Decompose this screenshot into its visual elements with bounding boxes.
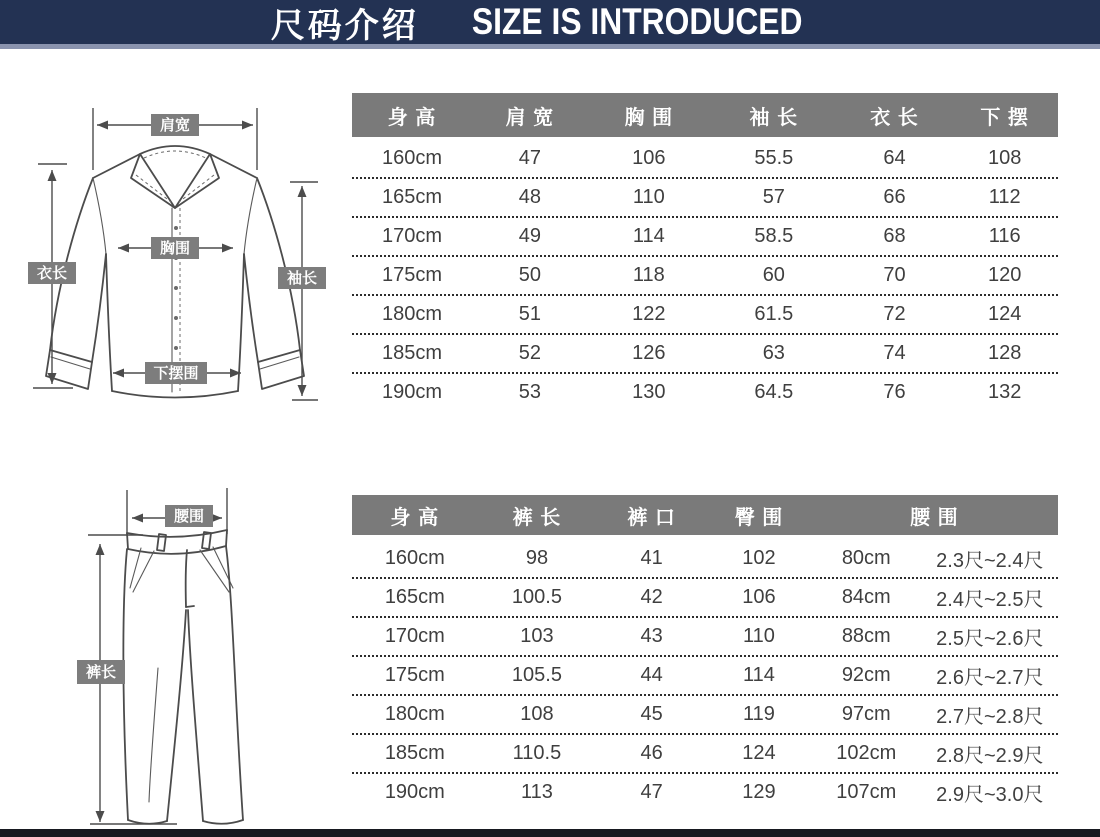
table-cell: 110 <box>743 625 775 647</box>
table-row <box>352 616 1058 655</box>
table-row <box>352 294 1058 333</box>
table-row <box>352 655 1058 694</box>
table-row <box>352 772 1058 811</box>
chest-arrow <box>118 237 233 259</box>
table-cell: 92cm <box>841 664 891 686</box>
table-cell: 175cm <box>381 264 443 286</box>
table-cell: 106 <box>742 586 776 608</box>
table-row <box>352 177 1058 216</box>
hem-arrow <box>113 362 241 384</box>
table-cell: 44 <box>640 664 663 686</box>
table-cell: 100.5 <box>511 586 562 608</box>
table-cell: 119 <box>743 703 775 725</box>
table-cell: 160cm <box>381 147 443 169</box>
table-cell: 112 <box>988 186 1021 208</box>
table-cell: 110.5 <box>512 742 562 764</box>
table-row <box>352 216 1058 255</box>
table-cell: 175cm <box>384 664 445 686</box>
table-cell: 74 <box>883 342 906 364</box>
table-cell: 70 <box>883 264 906 286</box>
table-cell: 41 <box>640 547 663 569</box>
pants-length-label: 裤长 <box>85 664 117 681</box>
table-cell: 61.5 <box>754 303 794 325</box>
hem-label: 下摆围 <box>153 365 199 382</box>
table-cell: 180cm <box>384 703 445 725</box>
table-cell: 48 <box>518 186 542 208</box>
table-cell: 52 <box>518 342 542 364</box>
table-cell: 51 <box>518 303 542 325</box>
table-cell: 124 <box>742 742 776 764</box>
table-cell: 120 <box>987 264 1022 286</box>
table-cell: 2.6尺~2.7尺 <box>936 667 1044 689</box>
table-cell: 2.5尺~2.6尺 <box>936 628 1044 650</box>
header-cell: 裤 口 <box>627 506 676 529</box>
table-cell: 42 <box>640 586 663 608</box>
table-cell: 114 <box>632 225 665 247</box>
table-cell: 46 <box>640 742 663 764</box>
table-cell: 50 <box>518 264 542 286</box>
waist-label: 腰围 <box>173 508 205 525</box>
table-cell: 108 <box>987 147 1022 169</box>
table-cell: 47 <box>640 781 663 803</box>
table-row <box>352 333 1058 372</box>
shirt-size-table <box>352 93 1058 411</box>
table-row <box>352 540 1058 577</box>
pants-table-header-row <box>352 495 1058 535</box>
table-cell: 110 <box>632 186 665 208</box>
header-cell: 下 摆 <box>980 106 1029 129</box>
table-cell: 116 <box>988 225 1021 247</box>
table-cell: 165cm <box>381 186 443 208</box>
garment-length-label: 衣长 <box>36 265 68 282</box>
header-cell: 裤 长 <box>512 506 562 529</box>
table-cell: 72 <box>883 303 906 325</box>
bottom-section-divider <box>0 829 1100 837</box>
header-cell: 身 高 <box>390 506 440 529</box>
shoulder-width-arrow <box>93 108 257 170</box>
table-row <box>352 372 1058 411</box>
header-cell: 腰 围 <box>910 506 959 529</box>
shirt-table-body <box>352 140 1058 411</box>
table-row <box>352 140 1058 177</box>
table-cell: 66 <box>883 186 906 208</box>
table-cell: 49 <box>518 225 542 247</box>
table-cell: 76 <box>883 381 906 403</box>
table-cell: 2.4尺~2.5尺 <box>936 589 1044 611</box>
table-cell: 68 <box>883 225 906 247</box>
header-cell: 袖 长 <box>749 106 799 129</box>
table-cell: 47 <box>518 147 542 169</box>
header-cell: 臀 围 <box>734 506 784 529</box>
pants-size-table <box>352 495 1058 811</box>
table-row <box>352 577 1058 616</box>
table-cell: 84cm <box>841 586 891 608</box>
page-header <box>0 0 1100 49</box>
pants-outline <box>123 488 243 824</box>
table-cell: 2.3尺~2.4尺 <box>936 550 1044 572</box>
table-row <box>352 694 1058 733</box>
table-cell: 2.8尺~2.9尺 <box>936 745 1044 767</box>
shoulder-width-label: 肩宽 <box>159 117 191 134</box>
table-cell: 97cm <box>841 703 891 725</box>
chest-label: 胸围 <box>159 240 191 257</box>
table-cell: 98 <box>525 547 549 569</box>
table-cell: 132 <box>987 381 1022 403</box>
table-row <box>352 733 1058 772</box>
table-cell: 128 <box>987 342 1022 364</box>
table-cell: 102cm <box>836 742 897 764</box>
table-cell: 107cm <box>836 781 897 803</box>
table-cell: 60 <box>762 264 785 286</box>
table-cell: 170cm <box>384 625 445 647</box>
page-title-chinese: 尺码介绍 <box>270 6 419 45</box>
shirt-measurement-diagram <box>5 58 340 423</box>
table-cell: 45 <box>640 703 663 725</box>
table-cell: 108 <box>520 703 554 725</box>
table-cell: 64 <box>883 147 906 169</box>
pants-measurement-diagram <box>0 472 340 832</box>
table-cell: 53 <box>518 381 542 403</box>
table-cell: 55.5 <box>754 147 794 169</box>
table-row <box>352 255 1058 294</box>
header-cell: 身 高 <box>387 106 437 129</box>
table-cell: 43 <box>640 625 663 647</box>
table-cell: 57 <box>762 186 785 208</box>
waist-arrow <box>132 505 222 527</box>
sleeve-length-label: 袖长 <box>286 270 318 287</box>
sleeve-length-arrow <box>278 182 326 400</box>
table-cell: 118 <box>632 264 665 286</box>
garment-length-arrow <box>28 164 76 388</box>
shirt-outline <box>46 146 304 398</box>
table-cell: 64.5 <box>754 381 794 403</box>
table-cell: 103 <box>520 625 554 647</box>
table-cell: 58.5 <box>754 225 794 247</box>
table-cell: 114 <box>743 664 775 686</box>
table-cell: 165cm <box>384 586 445 608</box>
table-cell: 185cm <box>381 342 443 364</box>
table-cell: 126 <box>632 342 666 364</box>
table-cell: 102 <box>742 547 776 569</box>
table-cell: 185cm <box>384 742 445 764</box>
table-cell: 130 <box>632 381 666 403</box>
table-cell: 2.7尺~2.8尺 <box>936 706 1044 728</box>
header-cell: 衣 长 <box>870 106 919 129</box>
header-cell: 肩 宽 <box>505 106 555 129</box>
table-cell: 113 <box>521 781 553 803</box>
table-cell: 160cm <box>384 547 445 569</box>
pants-table-body <box>352 540 1058 811</box>
table-cell: 180cm <box>381 303 443 325</box>
table-cell: 63 <box>762 342 785 364</box>
table-cell: 129 <box>742 781 776 803</box>
table-cell: 124 <box>987 303 1022 325</box>
table-cell: 122 <box>632 303 666 325</box>
table-cell: 190cm <box>384 781 445 803</box>
table-cell: 105.5 <box>511 664 562 686</box>
shirt-table-header-row <box>352 93 1058 137</box>
table-cell: 88cm <box>841 625 891 647</box>
table-cell: 106 <box>632 147 666 169</box>
header-cell: 胸 围 <box>624 106 674 129</box>
page-title-english: SIZE IS INTRODUCED <box>471 1 803 42</box>
table-cell: 80cm <box>841 547 891 569</box>
table-cell: 2.9尺~3.0尺 <box>936 784 1044 806</box>
table-cell: 170cm <box>381 225 443 247</box>
table-cell: 190cm <box>381 381 443 403</box>
